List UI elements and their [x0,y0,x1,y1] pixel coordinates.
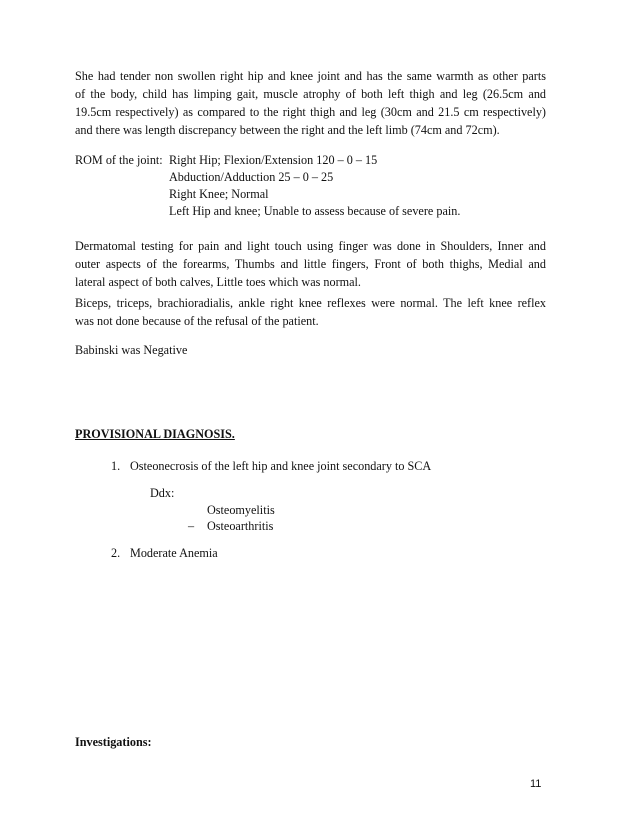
text-line: outer aspects of the forearms, Thumbs and little fingers, Front of both thighs, Medial and [75,257,546,271]
ddx-label: Ddx: [150,486,175,500]
text-line: Dermatomal testing for pain and light touch using finger was done in Shoulders, Inner and [75,239,546,253]
reflexes-paragraph [75,294,546,330]
text-line: lateral aspect of both calves, Little toes which was normal. [75,275,361,289]
dash-bullet: – [188,519,195,533]
ddx-item: Osteomyelitis [207,503,275,517]
rom-item: Right Hip; Flexion/Extension 120 – 0 – 15 [169,153,378,167]
diagnosis-number: 2. [111,546,121,560]
babinski-text: Babinski was Negative [75,343,188,357]
text-line: Biceps, triceps, brachioradialis, ankle right knee reflexes were normal. The left knee reflex [75,296,546,310]
dermatomal-paragraph [75,237,546,291]
rom-label: ROM of the joint: [75,153,163,167]
rom-item: Left Hip and knee; Unable to assess because of severe pain. [169,204,461,218]
text-line: of the body, child has limping gait, muscle atrophy of both left thigh and leg (26.5cm and [75,87,546,101]
text-line: and there was length discrepancy between the right and the left limb (74cm and 72cm). [75,123,500,137]
rom-item: Abduction/Adduction 25 – 0 – 25 [169,170,334,184]
diagnosis-number: 1. [111,459,121,473]
text-line: was not done because of the refusal of the patient. [75,314,319,328]
page-number: 11 [530,778,542,790]
rom-item: Right Knee; Normal [169,187,269,201]
diagnosis-heading: PROVISIONAL DIAGNOSIS. [75,427,235,441]
diagnosis-item: Osteonecrosis of the left hip and knee joint secondary to SCA [130,459,432,473]
diagnosis-item: Moderate Anemia [130,546,218,560]
investigations-heading: Investigations: [75,735,152,749]
examination-paragraph [75,67,546,139]
ddx-item: Osteoarthritis [207,519,274,533]
text-line: 19.5cm respectively) as compared to the right thigh and leg (30cm and 21.5 cm respectively) [75,105,546,119]
text-line: She had tender non swollen right hip and knee joint and has the same warmth as other parts [75,69,546,83]
